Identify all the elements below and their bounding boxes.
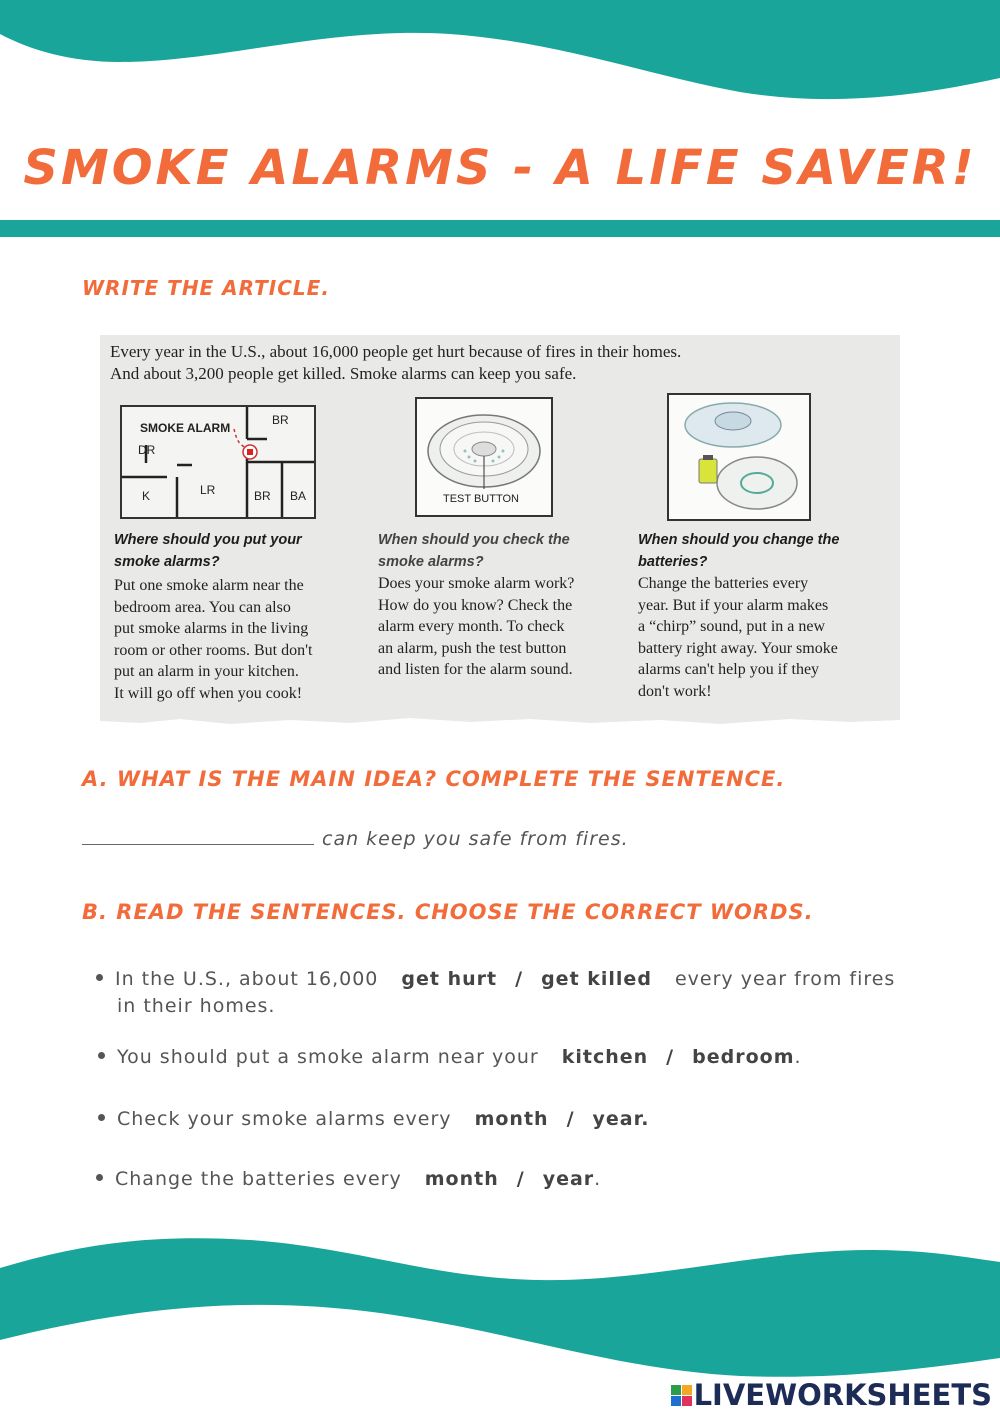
top-wave-decoration <box>0 0 1000 110</box>
article-intro <box>110 341 830 385</box>
body-line: an alarm, push the test button <box>378 639 567 657</box>
choice-option[interactable]: year <box>542 1168 595 1190</box>
column-body <box>638 573 888 702</box>
body-line: bedroom area. You can also <box>114 598 291 616</box>
item-text: in their homes. <box>117 995 276 1017</box>
body-line: year. But if your alarm makes <box>638 596 829 614</box>
bullet-icon <box>96 1174 103 1181</box>
choice-option[interactable]: year. <box>592 1108 650 1130</box>
room-label: BA <box>290 489 307 503</box>
body-line: don't work! <box>638 682 712 700</box>
body-line: Does your smoke alarm work? <box>378 575 575 592</box>
logo-icon <box>671 1385 692 1406</box>
body-line: put smoke alarms in the living <box>114 620 309 637</box>
room-label: K <box>142 489 151 503</box>
article-intro-line: Every year in the U.S., about 16,000 people get hurt because of fires in their homes. <box>110 342 682 361</box>
item-text: You should put a smoke alarm near your <box>117 1046 539 1068</box>
room-label: LR <box>200 483 216 497</box>
item-text: every year from fires <box>674 968 896 990</box>
brand-text: LIVEWORKSHEETS <box>693 1378 992 1412</box>
choice-option[interactable]: get hurt <box>401 968 498 990</box>
article-image <box>100 335 900 727</box>
main-idea-blank-input[interactable] <box>82 828 314 845</box>
choice-option[interactable]: bedroom <box>692 1046 795 1068</box>
main-idea-sentence <box>82 828 629 850</box>
choice-option[interactable]: month <box>424 1168 499 1190</box>
column-question <box>114 529 334 573</box>
section-heading-main-idea: A. WHAT IS THE MAIN IDEA? COMPLETE THE SENTENCE. <box>82 767 786 791</box>
article-intro-line: And about 3,200 people get killed. Smoke alarms can keep you safe. <box>110 364 577 383</box>
item-text: . <box>794 1046 802 1068</box>
floorplan-figure <box>120 405 316 519</box>
choice-option[interactable]: month <box>474 1108 549 1130</box>
body-line: room or other rooms. But don't <box>114 641 313 659</box>
question-line: smoke alarms? <box>378 554 484 570</box>
room-label: BR <box>254 489 271 503</box>
item-text: . <box>594 1168 602 1190</box>
bullet-icon <box>98 1052 105 1059</box>
choice-option[interactable]: get killed <box>541 968 652 990</box>
body-line: alarms can't help you if they <box>638 661 820 678</box>
item-text: Check your smoke alarms every <box>117 1108 452 1130</box>
page-title: SMOKE ALARMS - A LIFE SAVER! <box>23 140 977 196</box>
choice-separator: / <box>515 968 524 990</box>
question-line: batteries? <box>638 554 708 570</box>
section-heading-choose: B. READ THE SENTENCES. CHOOSE THE CORRECT WORDS. <box>82 900 814 924</box>
item-text: In the U.S., about 16,000 <box>115 968 379 990</box>
choice-item <box>98 1044 898 1071</box>
title-divider <box>0 220 1000 237</box>
choice-item <box>96 966 896 1020</box>
choice-separator: / <box>516 1168 525 1190</box>
body-line: Change the batteries every <box>638 575 809 592</box>
question-line: Where should you put your <box>114 532 302 548</box>
choice-separator: / <box>666 1046 675 1068</box>
test-button-label: TEST BUTTON <box>443 493 519 505</box>
section-heading-write: WRITE THE ARTICLE. <box>82 276 330 300</box>
room-label: DR <box>138 443 156 457</box>
choice-separator: / <box>566 1108 575 1130</box>
smoke-detector-figure <box>415 397 553 517</box>
choice-item <box>96 1166 896 1193</box>
body-line: It will go off when you cook! <box>114 684 303 702</box>
column-question <box>638 529 878 573</box>
liveworksheets-logo <box>671 1378 992 1412</box>
column-question <box>378 529 598 573</box>
bullet-icon <box>96 974 103 981</box>
choice-item <box>98 1106 898 1133</box>
room-label: BR <box>272 413 289 427</box>
question-line: When should you check the <box>378 532 570 548</box>
body-line: Put one smoke alarm near the <box>114 577 304 594</box>
question-line: smoke alarms? <box>114 554 220 570</box>
torn-edge-decoration <box>100 713 900 727</box>
battery-figure <box>667 393 811 521</box>
choice-option[interactable]: kitchen <box>561 1046 649 1068</box>
question-line: When should you change the <box>638 532 840 548</box>
battery-alarm-icon <box>669 395 809 519</box>
column-body <box>114 575 364 704</box>
body-line: put an alarm in your kitchen. <box>114 663 299 680</box>
bullet-icon <box>98 1114 105 1121</box>
body-line: and listen for the alarm sound. <box>378 661 573 678</box>
column-body <box>378 573 628 681</box>
item-text: Change the batteries every <box>115 1168 402 1190</box>
body-line: a “chirp” sound, put in a new <box>638 618 826 635</box>
body-line: battery right away. Your smoke <box>638 639 838 657</box>
main-idea-text: can keep you safe from fires. <box>322 828 629 850</box>
body-line: alarm every month. To check <box>378 618 565 635</box>
smoke-alarm-label: SMOKE ALARM <box>140 421 231 435</box>
body-line: How do you know? Check the <box>378 596 573 614</box>
